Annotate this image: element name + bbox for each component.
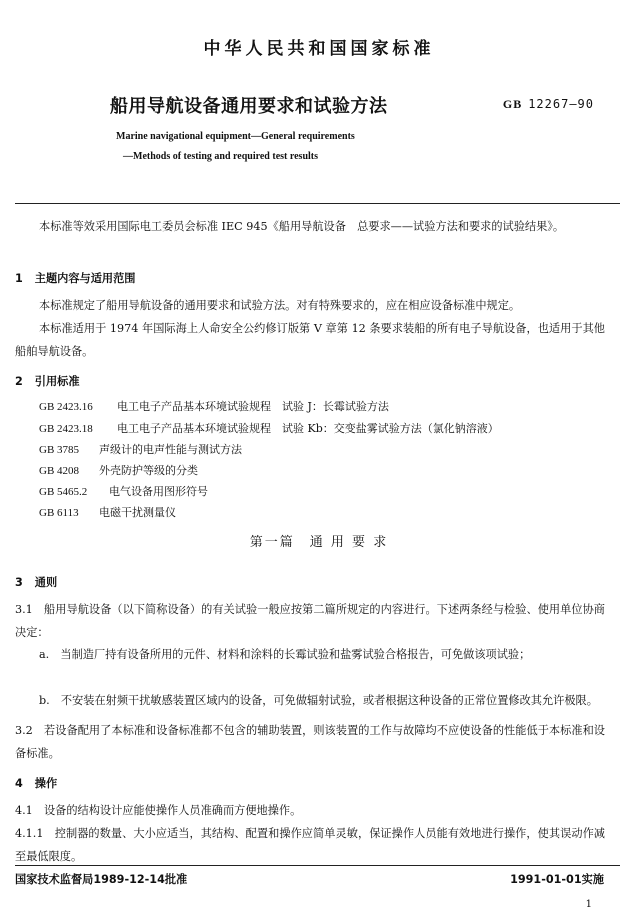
reference-title: 电工电子产品基本环境试验规程 试验 Kb：交变盐雾试验方法（氯化钠溶液）	[117, 422, 499, 435]
reference-title: 声级计的电声性能与测试方法	[99, 443, 242, 456]
reference-standard-item	[39, 420, 499, 436]
section-4-title: 操作	[34, 777, 58, 790]
clause-3-1-item-a: a. 当制造厂持有设备所用的元件、材料和涂料的长霉试验和盐雾试验合格报告，可免做该项试验；	[39, 648, 531, 661]
standard-code-number: 12267—90	[528, 97, 594, 111]
footer-divider	[15, 865, 620, 866]
clause-4-1: 4.1 设备的结构设计应能使操作人员准确而方便地操作。	[15, 804, 302, 817]
reference-title: 电气设备用图形符号	[109, 485, 208, 498]
english-title-line-2: —Methods of testing and required test results	[123, 151, 318, 162]
clause-3-1: 3.1 船用导航设备（以下简称设备）的有关试验一般应按第二篇所规定的内容进行。下述两条经与检验、使用单位协商决定：	[15, 603, 605, 639]
section-3-heading	[15, 574, 69, 590]
clause-3-1-item-b: b. 不安装在射频干扰敏感装置区域内的设备，可免做辐射试验，或者根据这种设备的正常位置修改其允许极限。	[39, 694, 598, 707]
english-title-line-1: Marine navigational equipment—General requirements	[116, 131, 355, 142]
header-divider	[15, 203, 620, 204]
effective-date: 1991-01-01实施	[510, 873, 604, 886]
section-4-number: 4	[15, 777, 23, 790]
section-2-heading	[15, 373, 92, 389]
section-2-number: 2	[15, 375, 23, 388]
clause-4-1-1: 4.1.1 控制器的数量、大小应适当，其结构、配置和操作应简单灵敏，保证操作人员能有效地进行操作，使其误动作减至最低限度。	[15, 827, 605, 863]
section-1-number: 1	[15, 272, 23, 285]
section-3-title: 通则	[34, 576, 58, 589]
reference-standard-item	[39, 462, 198, 478]
reference-standard-item	[39, 398, 389, 414]
reference-code: GB 2423.16	[39, 401, 93, 413]
standard-code-prefix: GB	[502, 97, 523, 111]
reference-code: GB 6113	[39, 507, 79, 519]
approval-date: 国家技术监督局1989-12-14批准	[15, 873, 188, 886]
reference-code: GB 4208	[39, 465, 80, 477]
reference-code: GB 2423.18	[39, 423, 93, 435]
section-3-number: 3	[15, 576, 23, 589]
reference-standard-item	[39, 504, 176, 520]
reference-title: 电磁干扰测量仪	[99, 506, 176, 519]
section-1-paragraph-2: 本标准适用于 1974 年国际海上人命安全公约修订版第 V 章第 12 条要求装船的所有电子导航设备，也适用于其他船舶导航设备。	[15, 322, 605, 358]
page-number: 1	[585, 899, 592, 910]
country-standard-heading: 中华人民共和国国家标准	[203, 39, 435, 59]
section-1-paragraph-1: 本标准规定了船用导航设备的通用要求和试验方法。对有特殊要求的，应在相应设备标准中规定。	[39, 299, 521, 312]
section-1-title: 主题内容与适用范围	[34, 272, 136, 285]
reference-standard-item	[39, 483, 208, 499]
section-1-heading	[15, 270, 148, 286]
section-4-heading	[15, 775, 69, 791]
reference-title: 电工电子产品基本环境试验规程 试验 J：长霉试验方法	[117, 400, 389, 413]
reference-code: GB 5465.2	[39, 486, 88, 498]
intro-paragraph: 本标准等效采用国际电工委员会标准 IEC 945《船用导航设备 总要求——试验方法和要求的试验结果》。	[39, 220, 565, 233]
reference-code: GB 3785	[39, 444, 80, 456]
document-title: 船用导航设备通用要求和试验方法	[110, 96, 388, 117]
reference-standard-item	[39, 441, 242, 457]
section-2-title: 引用标准	[34, 375, 80, 388]
clause-3-2: 3.2 若设备配用了本标准和设备标准都不包含的辅助装置，则该装置的工作与故障均不应使设备的性能低于本标准和设备标准。	[15, 724, 605, 760]
part-title: 第一篇 通 用 要 求	[249, 535, 389, 550]
reference-title: 外壳防护等级的分类	[99, 464, 198, 477]
standard-code	[503, 97, 594, 112]
